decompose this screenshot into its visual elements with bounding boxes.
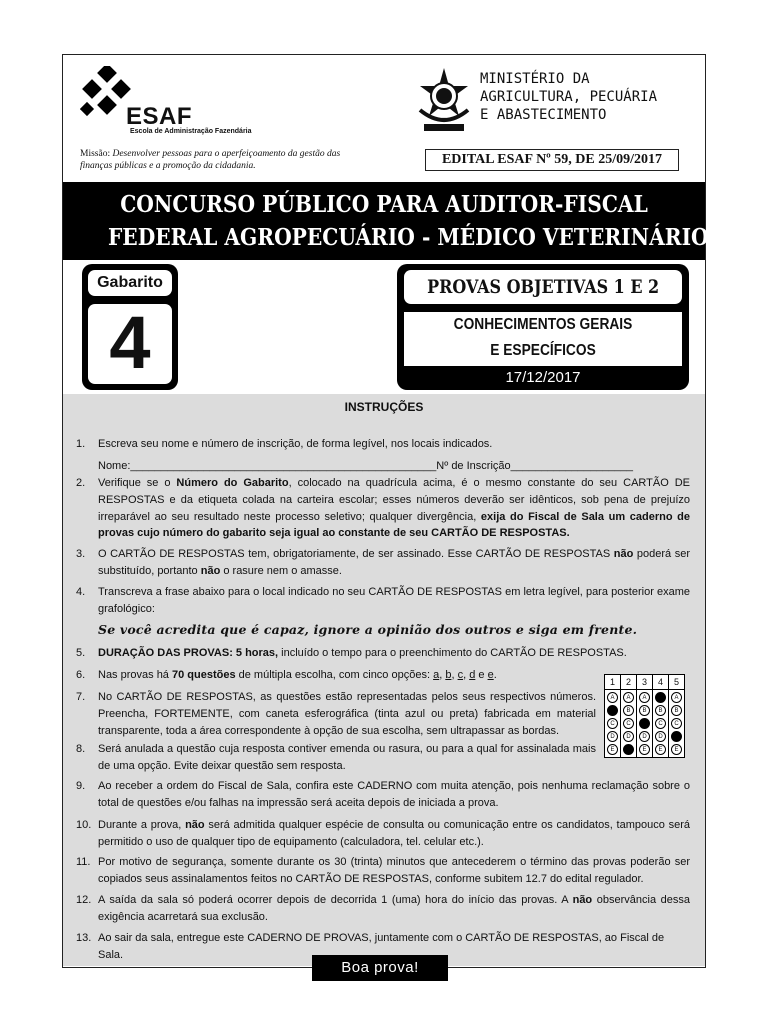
instruction-6: 6. Nas provas há 70 questões de múltipla escolha, com cinco opções: a, b, c, d e e. xyxy=(76,669,497,681)
instruction-5: 5. DURAÇÃO DAS PROVAS: 5 horas, incluído o tempo para o preenchimento do CARTÃO DE RESPOSTAS. xyxy=(76,647,627,659)
ministry-name: MINISTÉRIO DA AGRICULTURA, PECUÁRIA E ABASTECIMENTO xyxy=(480,71,658,123)
edital-box: EDITAL ESAF Nº 59, DE 25/09/2017 xyxy=(425,149,679,171)
option-bubble: D xyxy=(655,731,666,742)
grid-column-header: 4 xyxy=(653,675,669,690)
instruction-12: 12. A saída da sala só poderá ocorrer depois de decorrida 1 (uma) hora do início das provas. A não observância dessa exigência acarretará sua exclusão. xyxy=(76,894,691,923)
option-bubble: C xyxy=(607,718,618,729)
gabarito-number: 4 xyxy=(109,301,151,384)
grid-column-header: 2 xyxy=(621,675,637,690)
option-bubble: E xyxy=(639,744,650,755)
instruction-8: 8. Será anulada a questão cuja resposta contiver emenda ou rasura, ou para a qual for assinalada mais de uma opção. Evite deixar questão sem resposta. xyxy=(76,743,596,772)
filled-bubble xyxy=(671,731,682,742)
filled-bubble xyxy=(607,705,618,716)
option-bubble: C xyxy=(623,718,634,729)
instruction-4: 4. Transcreva a frase abaixo para o local indicado no seu CARTÃO DE RESPOSTAS em letra legível, para posterior exame grafológico: xyxy=(76,586,690,615)
option-bubble: E xyxy=(671,744,682,755)
option-bubble: C xyxy=(655,718,666,729)
option-bubble: A xyxy=(607,692,618,703)
instruction-9: 9. Ao receber a ordem do Fiscal de Sala, confira este CADERNO com muita atenção, pois nenhuma reclamação sobre o total de questões e/ou falhas na impressão será aceita depois de iniciada a prova. xyxy=(76,780,690,809)
option-bubble: D xyxy=(607,731,618,742)
instruction-3: 3. O CARTÃO DE RESPOSTAS tem, obrigatoriamente, de ser assinado. Esse CARTÃO DE RESPOSTAS não poderá ser substituído, portanto não o rasure nem o amasse. xyxy=(76,548,690,577)
option-bubble: B xyxy=(655,705,666,716)
grid-column xyxy=(653,690,669,758)
option-bubble: D xyxy=(639,731,650,742)
gabarito-label: Gabarito xyxy=(88,270,172,296)
grid-column-header: 5 xyxy=(669,675,685,690)
instruction-11: 11. Por motivo de segurança, somente durante os 30 (trinta) minutos que antecederem o término das provas poderão ser copiados seus assinalamentos feitos no CARTÃO DE RESPOSTAS, conforme subitem 12.7 do edital regulador. xyxy=(76,856,690,885)
option-bubble: A xyxy=(671,692,682,703)
brazil-coat-of-arms-icon xyxy=(414,66,474,136)
instruction-13: 13. Ao sair da sala, entregue este CADERNO DE PROVAS, juntamente com o CARTÃO DE RESPOSTAS, ao Fiscal de Sala. xyxy=(76,932,665,961)
option-bubble: E xyxy=(655,744,666,755)
esaf-wordmark: ESAF xyxy=(126,103,193,130)
instruction-10: 10. Durante a prova, não será admitida qualquer espécie de consulta ou comunicação entre os candidatos, tampouco será permitido o uso de qualquer tipo de equipamento (calculadora, tel. celular etc.). xyxy=(76,819,690,848)
option-bubble: A xyxy=(639,692,650,703)
provas-subtitle: CONHECIMENTOS GERAIS E ESPECÍFICOS xyxy=(404,312,682,366)
instruction-7: 7. No CARTÃO DE RESPOSTAS, as questões estão representadas pelos seus respectivos números. Preencha, FORTEMENTE, com caneta esferográfica (tinta azul ou preta) fabricada em material transparente, toda a área correspondente à opção de sua escolha, sem ultrapassar as bordas. xyxy=(76,691,596,737)
grid-column xyxy=(605,690,621,758)
grid-column-header: 1 xyxy=(605,675,621,690)
option-bubble: D xyxy=(623,731,634,742)
boa-prova-banner: Boa prova! xyxy=(312,955,448,981)
option-bubble: A xyxy=(623,692,634,703)
exam-date: 17/12/2017 xyxy=(505,369,581,386)
grid-column xyxy=(637,690,653,758)
answer-card-example xyxy=(604,674,685,758)
option-bubble: B xyxy=(639,705,650,716)
exam-title-line-2: FEDERAL AGROPECUÁRIO - MÉDICO VETERINÁRIO xyxy=(107,223,709,251)
option-bubble: B xyxy=(623,705,634,716)
grid-column xyxy=(669,690,685,758)
transcription-phrase: Se você acredita que é capaz, ignore a opinião dos outros e siga em frente. xyxy=(98,622,638,637)
option-bubble: E xyxy=(607,744,618,755)
filled-bubble xyxy=(623,744,634,755)
instruction-1-fields: Nome:__________________________________________________Nº de Inscrição____________________ xyxy=(98,460,633,472)
instruction-2: 2. Verifique se o Número do Gabarito, colocado na quadrícula acima, é o mesmo constante do seu CARTÃO DE RESPOSTAS e da etiqueta colada na carteira escolar; esses números deverão ser idênticos, sob pena de prejuízo irreparável ao seu resultado neste processo seletivo; qualquer divergência, exija do Fiscal de Sala um caderno de provas cujo número do gabarito seja igual ao constante de seu CARTÃO DE RESPOSTAS. xyxy=(76,477,691,540)
filled-bubble xyxy=(639,718,650,729)
filled-bubble xyxy=(655,692,666,703)
instructions-title: INSTRUÇÕES xyxy=(344,400,424,414)
exam-title-banner xyxy=(63,182,709,260)
option-bubble: B xyxy=(671,705,682,716)
esaf-subtitle: Escola de Administração Fazendária xyxy=(130,128,252,135)
grid-column xyxy=(621,690,637,758)
grid-column-header: 3 xyxy=(637,675,653,690)
missao-text: Missão: Desenvolver pessoas para o aperfeiçoamento da gestão das finanças públicas e a promoção da cidadania. xyxy=(80,149,341,171)
option-bubble: C xyxy=(671,718,682,729)
instruction-1: 1. Escreva seu nome e número de inscrição, de forma legível, nos locais indicados. xyxy=(76,438,493,450)
provas-title: PROVAS OBJETIVAS 1 E 2 xyxy=(404,270,682,304)
exam-title-line-1: CONCURSO PÚBLICO PARA AUDITOR-FISCAL xyxy=(120,190,648,218)
